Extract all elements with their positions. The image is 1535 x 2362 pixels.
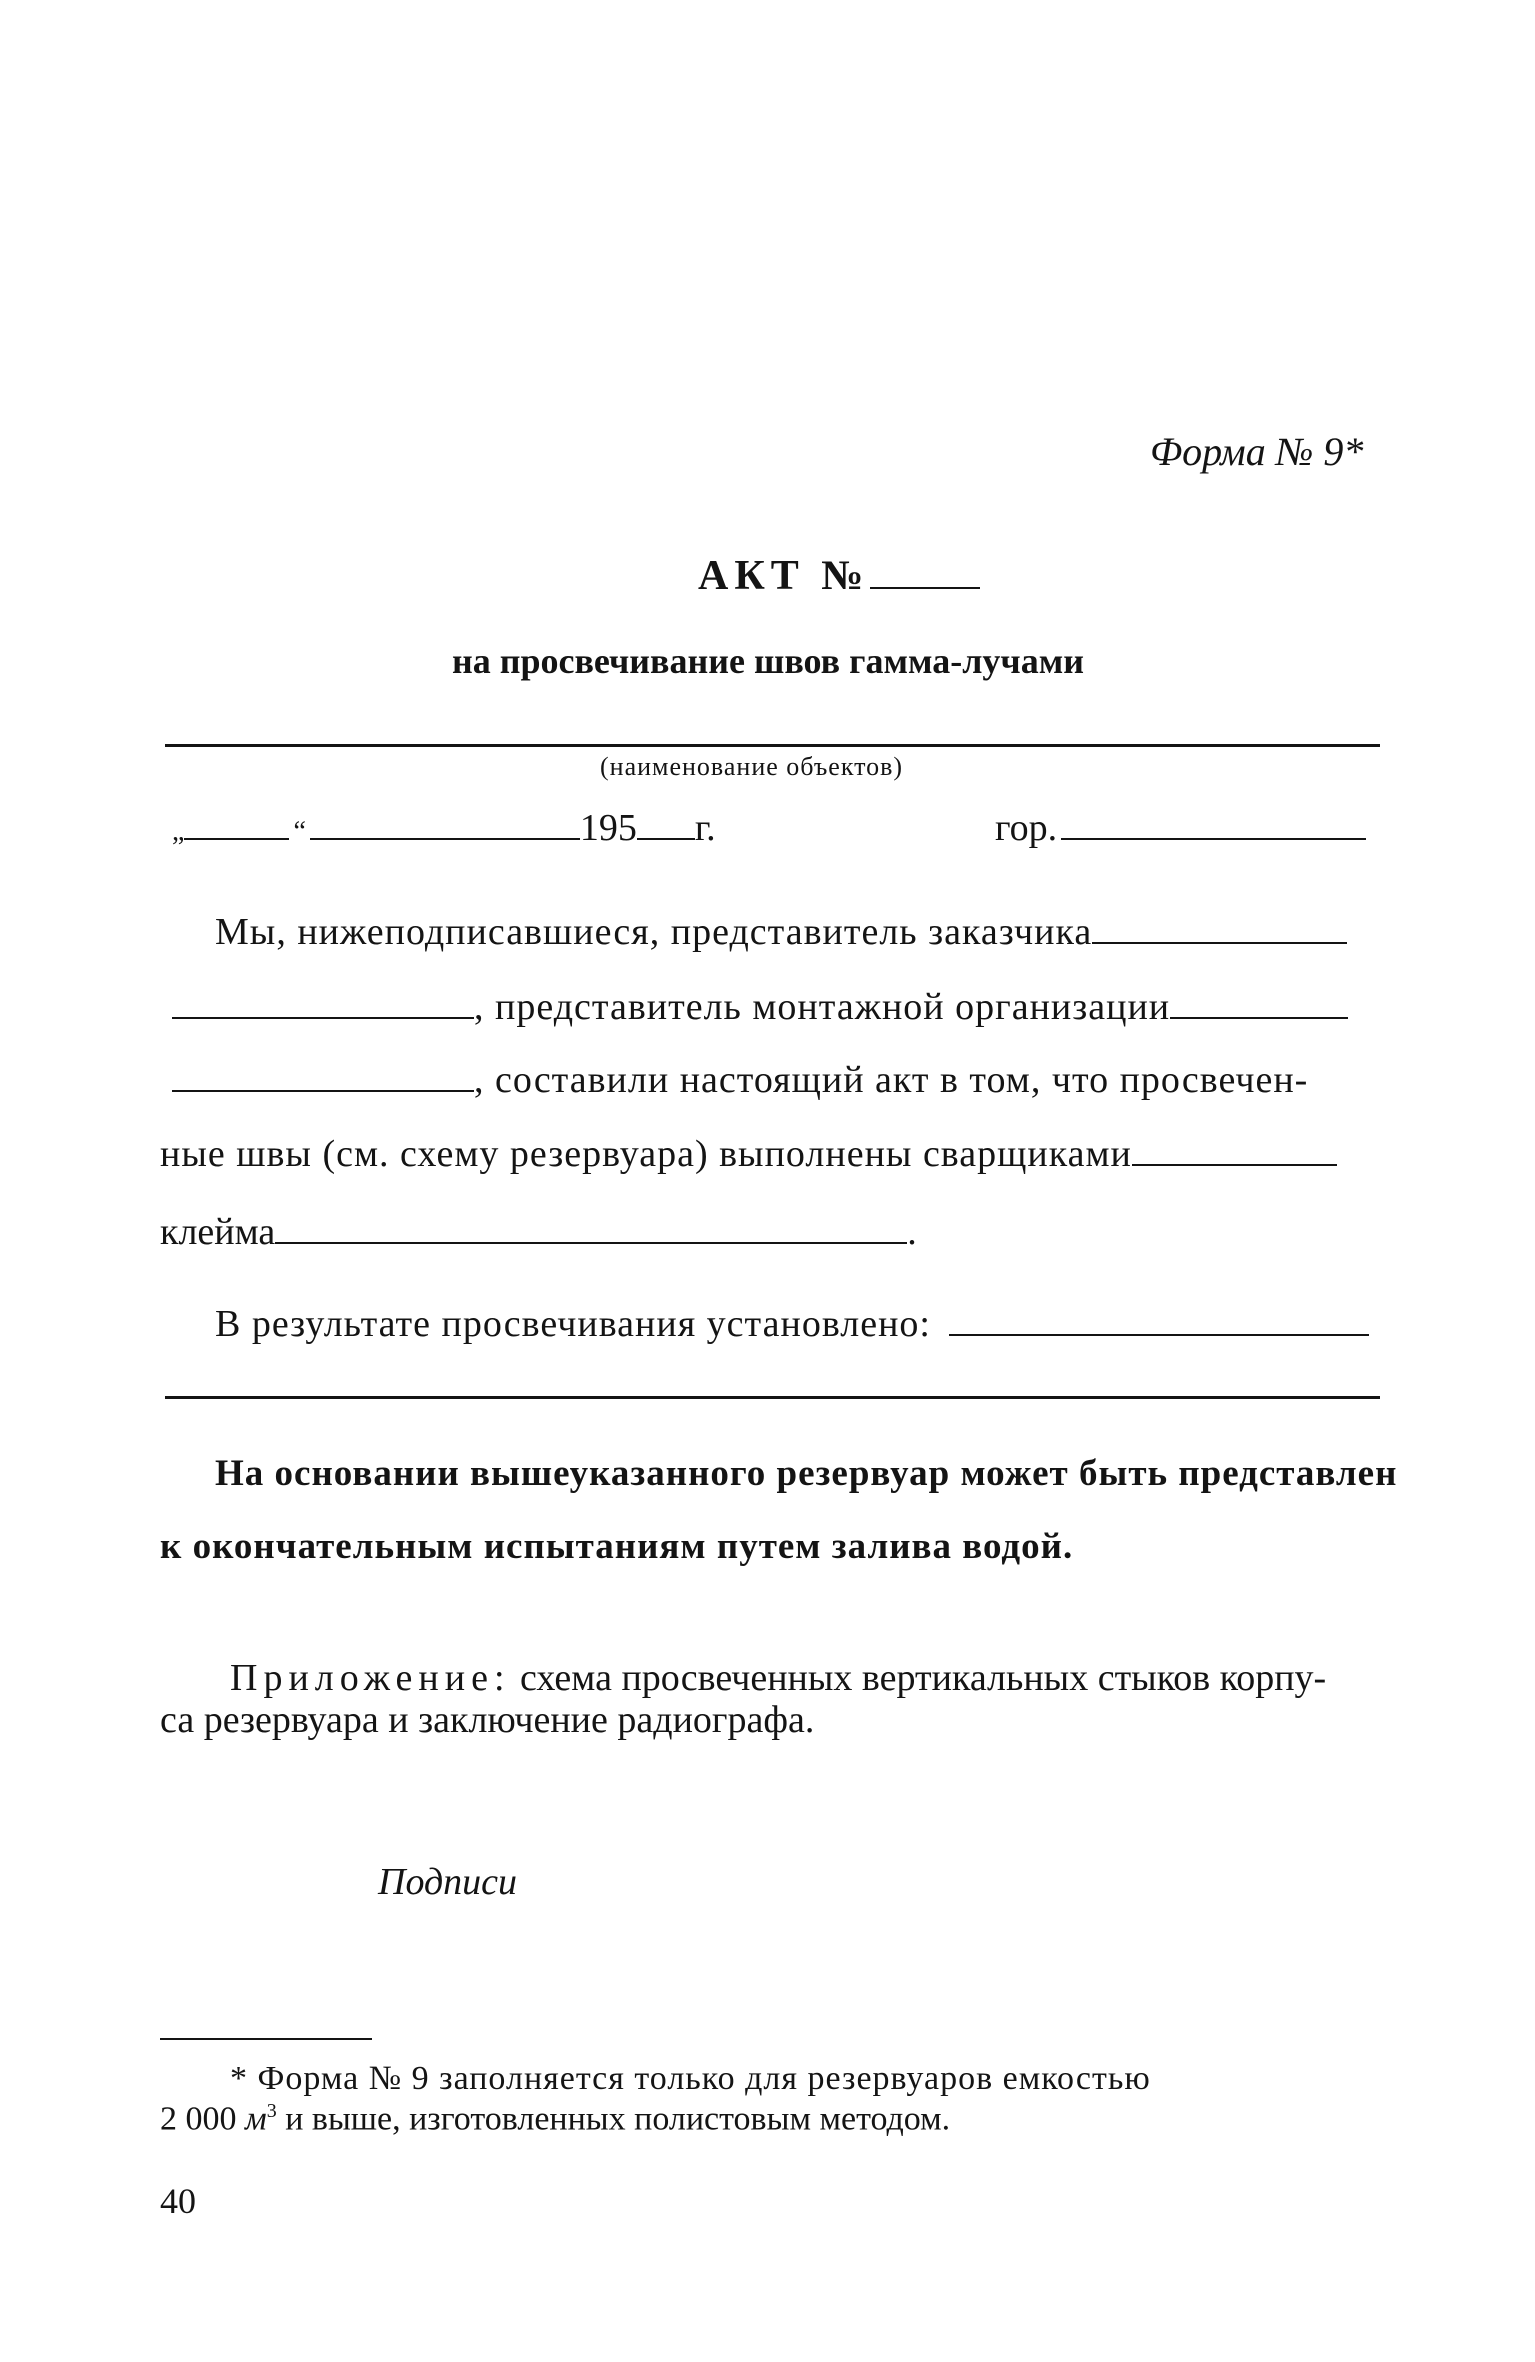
act-subtitle: на просвечивание швов гамма-лучами xyxy=(452,641,1084,681)
form-label: Форма № 9* xyxy=(1150,429,1364,474)
month-field xyxy=(310,837,580,840)
act-title-text: АКТ № xyxy=(698,553,870,599)
installer-rep-field xyxy=(1170,1016,1348,1019)
city-label: гор. xyxy=(995,807,1058,849)
quote-close: “ xyxy=(293,816,306,847)
body-line-1 xyxy=(215,910,1347,954)
body-line-2 xyxy=(172,985,1348,1029)
body-line-5-text: клейма xyxy=(160,1211,276,1253)
body-line-5-end: . xyxy=(907,1211,917,1253)
appendix-line-2: са резервуара и заключение радиографа. xyxy=(160,1699,815,1741)
date-line xyxy=(172,806,716,850)
year-field xyxy=(637,837,695,840)
installer-rep-field-cont xyxy=(172,1089,474,1092)
body-line-1-text: Мы, нижеподписавшиеся, представитель заказчика xyxy=(215,911,1093,953)
object-name-caption: (наименование объектов) xyxy=(600,752,904,781)
act-title xyxy=(698,552,980,600)
page-number: 40 xyxy=(160,2181,196,2221)
result-line xyxy=(215,1302,1369,1346)
footnote-line-1: * Форма № 9 заполняется только для резервуаров емкостью xyxy=(230,2060,1151,2097)
body-line-5 xyxy=(160,1210,917,1254)
body-line-4-text: ные швы (см. схему резервуара) выполнены сварщиками xyxy=(160,1133,1132,1175)
result-field xyxy=(949,1333,1369,1336)
footnote-unit-sup: 3 xyxy=(266,2100,277,2122)
body-line-3-text: , составили настоящий акт в том, что просвечен- xyxy=(474,1059,1309,1101)
body-line-2-text: , представитель монтажной организации xyxy=(474,986,1171,1028)
body-line-4 xyxy=(160,1132,1337,1176)
city-line xyxy=(995,806,1366,850)
footnote-unit: м xyxy=(245,2100,267,2138)
conclusion-line-2: к окончательным испытаниям путем залива водой. xyxy=(160,1526,1074,1567)
appendix-label: Приложение: xyxy=(230,1657,511,1699)
appendix-line-1 xyxy=(230,1656,1326,1700)
day-field xyxy=(184,837,289,840)
stamp-field xyxy=(275,1241,907,1244)
city-field xyxy=(1061,837,1366,840)
quote-open: „ xyxy=(172,816,185,847)
year-prefix: 195 xyxy=(579,807,637,849)
result-line-2 xyxy=(165,1396,1380,1399)
welders-field xyxy=(1132,1163,1337,1166)
customer-rep-field-cont xyxy=(172,1016,474,1019)
signatures-label: Подписи xyxy=(378,1861,518,1903)
footnote-volume: 2 000 xyxy=(160,2100,237,2138)
appendix-line-1-text: схема просвеченных вертикальных стыков корпу- xyxy=(520,1657,1327,1699)
object-name-line xyxy=(165,744,1380,747)
footnote-separator xyxy=(160,2038,372,2040)
body-line-3 xyxy=(172,1058,1308,1102)
result-text: В результате просвечивания установлено: xyxy=(215,1303,931,1345)
year-suffix: г. xyxy=(694,807,716,849)
conclusion-line-1: На основании вышеуказанного резервуар может быть представлен xyxy=(215,1453,1398,1494)
footnote-line-2 xyxy=(160,2100,950,2138)
footnote-line-2-text: и выше, изготовленных полистовым методом. xyxy=(285,2100,951,2138)
customer-rep-field xyxy=(1092,941,1347,944)
act-number-field xyxy=(870,586,980,589)
